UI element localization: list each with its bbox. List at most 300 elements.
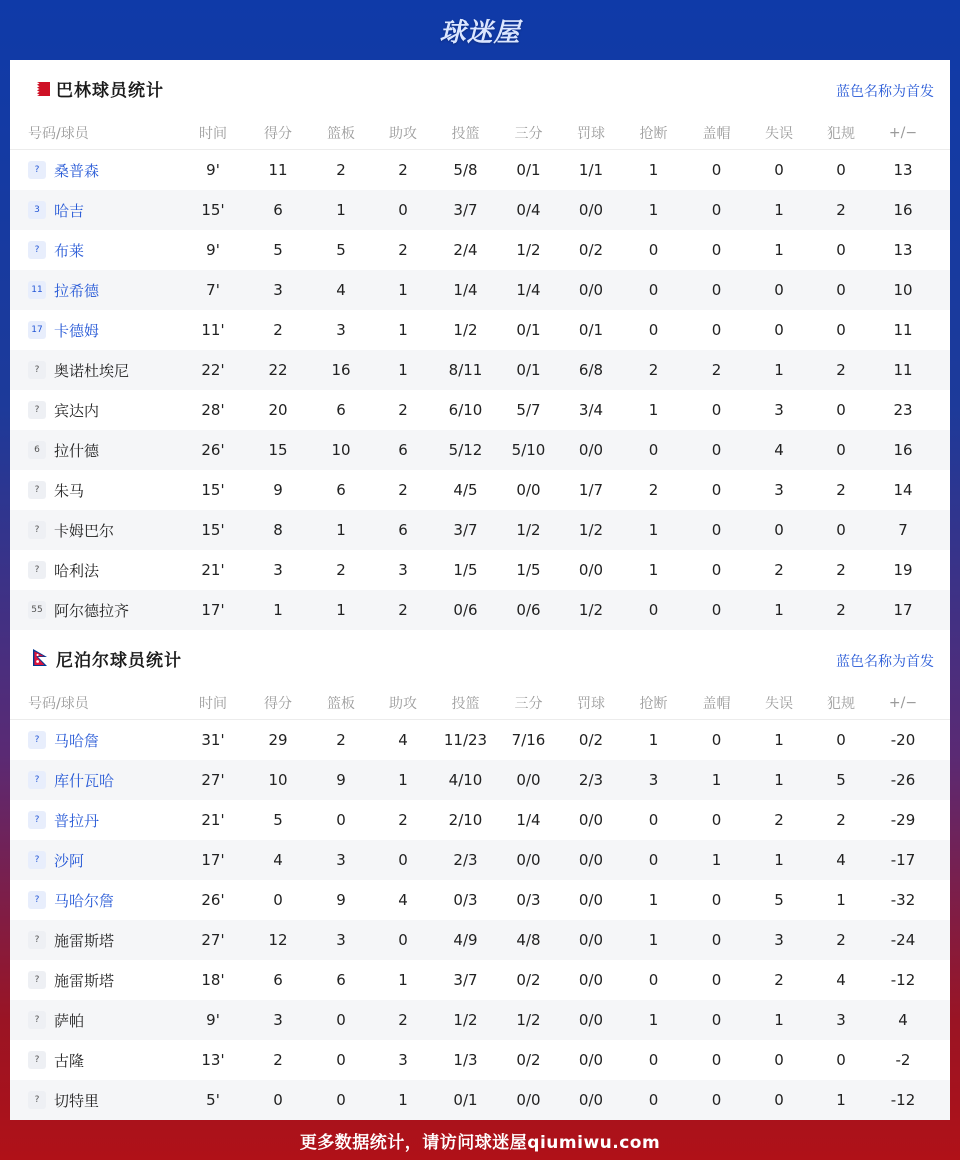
stat-cell: 0/1 xyxy=(453,1091,478,1109)
stat-cell: 0/4 xyxy=(516,201,541,219)
player-row[interactable] xyxy=(10,720,950,760)
stat-cell: 0/6 xyxy=(516,601,541,619)
player-row[interactable] xyxy=(10,920,950,960)
player-row[interactable] xyxy=(10,270,950,310)
stat-cell: 1 xyxy=(336,601,346,619)
stat-cell: 0/0 xyxy=(578,561,604,579)
stat-cell: 11' xyxy=(201,321,225,339)
stat-cell: 0 xyxy=(711,241,722,259)
jersey-number-badge: 11 xyxy=(28,281,46,299)
stat-cell: 1 xyxy=(648,731,659,749)
player-row[interactable] xyxy=(10,840,950,880)
stat-cell: 17' xyxy=(201,851,225,869)
stat-cell: 2 xyxy=(336,731,346,749)
player-row[interactable] xyxy=(10,310,950,350)
stat-cell: 0 xyxy=(648,1091,659,1109)
stat-cell: 0 xyxy=(648,281,659,299)
stat-cell: 1 xyxy=(336,201,346,219)
team-section-bahrain xyxy=(10,60,950,630)
stat-cell: 18' xyxy=(201,971,225,989)
jersey-number-badge: ? xyxy=(28,361,46,379)
player-name[interactable]: 卡德姆 xyxy=(54,321,100,340)
player-row[interactable] xyxy=(10,880,950,920)
stat-cell: 0 xyxy=(711,441,722,459)
stat-cell: 1 xyxy=(398,971,408,989)
section-title: 巴林球员统计 xyxy=(56,81,164,101)
stat-cell: 1/2 xyxy=(516,241,541,259)
stat-cell: 1 xyxy=(398,281,408,299)
stat-cell: 8 xyxy=(273,521,283,539)
stat-cell: 3 xyxy=(273,1011,283,1029)
nepal-flag-icon xyxy=(32,649,50,667)
stat-cell: 1/2 xyxy=(453,1011,478,1029)
stat-cell: 1 xyxy=(398,361,408,379)
stat-cell: 2 xyxy=(648,481,659,499)
stat-cell: 2 xyxy=(836,201,846,219)
stat-cell: 5/10 xyxy=(511,441,546,459)
jersey-number-badge: ? xyxy=(28,811,46,829)
stat-cell: 0 xyxy=(711,1011,722,1029)
player-row[interactable] xyxy=(10,510,950,550)
jersey-number-badge: 17 xyxy=(28,321,46,339)
player-name[interactable]: 哈吉 xyxy=(54,201,85,220)
stat-cell: 3 xyxy=(273,561,283,579)
stat-cell: 1 xyxy=(648,931,659,949)
jersey-number-badge: ? xyxy=(28,521,46,539)
stat-cell: 5 xyxy=(273,241,283,259)
player-name[interactable]: 切特里 xyxy=(54,1091,100,1110)
jersey-number-badge: ? xyxy=(28,161,46,179)
stat-cell: 0/0 xyxy=(578,281,604,299)
column-header: 得分 xyxy=(264,125,292,142)
player-name[interactable]: 奥诺杜埃尼 xyxy=(54,361,130,380)
stat-cell: 1 xyxy=(648,521,659,539)
stat-cell: 5 xyxy=(774,891,784,909)
stat-cell: 2 xyxy=(836,481,846,499)
stat-cell: 5/12 xyxy=(448,441,483,459)
jersey-number-badge: ? xyxy=(28,241,46,259)
stat-cell: 3/7 xyxy=(453,521,478,539)
stat-cell: 2 xyxy=(398,811,408,829)
page-header xyxy=(0,0,960,60)
stat-cell: 1 xyxy=(336,521,346,539)
column-header: 罚球 xyxy=(577,125,605,142)
stat-cell: 0 xyxy=(836,241,846,259)
stat-cell: 7/16 xyxy=(511,731,546,749)
stat-cell: 0 xyxy=(648,971,659,989)
column-header-row xyxy=(10,686,950,720)
stat-cell: 3 xyxy=(398,1051,408,1069)
stat-cell: 6 xyxy=(336,481,346,499)
stat-cell: 6 xyxy=(336,401,346,419)
stat-cell: 0/0 xyxy=(578,1051,604,1069)
stat-cell: 27' xyxy=(201,771,225,789)
player-row[interactable] xyxy=(10,350,950,390)
stat-cell: 1/2 xyxy=(516,521,541,539)
stat-cell: 1 xyxy=(774,771,784,789)
column-header: 时间 xyxy=(199,695,227,712)
stat-cell: 13 xyxy=(893,161,913,179)
stat-cell: 2/3 xyxy=(578,771,604,789)
stat-cell: 0/0 xyxy=(578,971,604,989)
stat-cell: 0 xyxy=(711,931,722,949)
player-row[interactable] xyxy=(10,960,950,1000)
stat-cell: 0/0 xyxy=(578,891,604,909)
section-header xyxy=(10,60,950,116)
stat-cell: 0 xyxy=(648,851,659,869)
stat-cell: 2 xyxy=(774,811,784,829)
stat-cell: 16 xyxy=(893,201,913,219)
stats-panel xyxy=(10,60,950,1120)
stat-cell: 1 xyxy=(648,201,659,219)
stat-cell: 27' xyxy=(201,931,225,949)
stat-cell: 6/8 xyxy=(578,361,604,379)
stat-cell: 15' xyxy=(201,481,225,499)
stat-cell: 5 xyxy=(836,771,846,789)
stat-cell: 1 xyxy=(836,891,846,909)
player-row[interactable] xyxy=(10,1080,950,1120)
player-name[interactable]: 施雷斯塔 xyxy=(54,971,115,990)
stat-cell: 0 xyxy=(711,1091,722,1109)
stat-cell: 6/10 xyxy=(448,401,483,419)
stat-cell: 0 xyxy=(648,321,659,339)
stat-cell: 4 xyxy=(398,891,408,909)
stat-cell: 0/1 xyxy=(516,161,541,179)
player-name[interactable]: 朱马 xyxy=(54,481,85,500)
stat-cell: 2 xyxy=(836,931,846,949)
stat-cell: 1 xyxy=(648,891,659,909)
column-header-player: 号码/球员 xyxy=(28,695,89,712)
stat-cell: 12 xyxy=(268,931,288,949)
stat-cell: 0/0 xyxy=(516,481,541,499)
stat-cell: 2 xyxy=(836,811,846,829)
stat-cell: 0 xyxy=(774,281,784,299)
stat-cell: 1 xyxy=(774,731,784,749)
stat-cell: 0/0 xyxy=(516,771,541,789)
stat-cell: 0 xyxy=(711,281,722,299)
stat-cell: 22' xyxy=(201,361,225,379)
stat-cell: 0/2 xyxy=(516,1051,541,1069)
stat-cell: 1/4 xyxy=(516,281,541,299)
player-name[interactable]: 库什瓦哈 xyxy=(54,771,115,790)
stat-cell: 1/2 xyxy=(453,321,478,339)
player-row[interactable] xyxy=(10,1000,950,1040)
jersey-number-badge: ? xyxy=(28,1091,46,1109)
stat-cell: 2 xyxy=(398,601,408,619)
player-name[interactable]: 哈利法 xyxy=(54,561,100,580)
stat-cell: 1/4 xyxy=(516,811,541,829)
player-row[interactable] xyxy=(10,1040,950,1080)
stat-cell: 0 xyxy=(648,811,659,829)
player-row[interactable] xyxy=(10,760,950,800)
stat-cell: 14 xyxy=(893,481,913,499)
stat-cell: 17 xyxy=(893,601,913,619)
stat-cell: 4/10 xyxy=(448,771,483,789)
player-name[interactable]: 古隆 xyxy=(54,1051,85,1070)
stat-cell: 0/0 xyxy=(578,931,604,949)
footer-link[interactable]: 更多数据统计，请访问球迷屋qiumiwu.com xyxy=(299,1132,661,1153)
stat-cell: 10 xyxy=(268,771,288,789)
stat-cell: 0/3 xyxy=(453,891,478,909)
stat-cell: 1 xyxy=(774,601,784,619)
stat-cell: 1/2 xyxy=(578,521,604,539)
column-header: 时间 xyxy=(199,125,227,142)
stat-cell: -26 xyxy=(890,771,916,789)
stat-cell: 4 xyxy=(836,971,846,989)
player-row[interactable] xyxy=(10,550,950,590)
stat-cell: 9' xyxy=(206,161,220,179)
stat-cell: 11 xyxy=(268,161,288,179)
stat-cell: 1 xyxy=(711,771,722,789)
stat-cell: -24 xyxy=(890,931,916,949)
stat-cell: 0 xyxy=(336,1051,346,1069)
stat-cell: 9' xyxy=(206,1011,220,1029)
stat-cell: -2 xyxy=(895,1051,911,1069)
stat-cell: 6 xyxy=(398,521,408,539)
stat-cell: 2 xyxy=(398,481,408,499)
player-name[interactable]: 布莱 xyxy=(54,241,85,260)
stat-cell: 2 xyxy=(398,161,408,179)
player-row[interactable] xyxy=(10,150,950,190)
column-header: +/− xyxy=(888,694,918,711)
stat-cell: 23 xyxy=(893,401,913,419)
stat-cell: 11/23 xyxy=(443,731,488,749)
stat-cell: 1/1 xyxy=(578,161,604,179)
stat-cell: 0 xyxy=(836,731,846,749)
stat-cell: 9 xyxy=(273,481,283,499)
stat-cell: 0/0 xyxy=(516,1091,541,1109)
stat-cell: 0 xyxy=(648,1051,659,1069)
stat-cell: 0 xyxy=(774,161,784,179)
stat-cell: 2/4 xyxy=(453,241,478,259)
stat-cell: 1 xyxy=(648,161,659,179)
player-name[interactable]: 卡姆巴尔 xyxy=(54,521,115,540)
stat-cell: 0/6 xyxy=(453,601,478,619)
player-name[interactable]: 阿尔德拉齐 xyxy=(54,601,130,620)
player-row[interactable] xyxy=(10,800,950,840)
stat-cell: -32 xyxy=(890,891,916,909)
column-header: 抢断 xyxy=(639,125,668,142)
stat-cell: 1 xyxy=(774,201,784,219)
stat-cell: 0 xyxy=(836,161,846,179)
stat-cell: 0 xyxy=(711,401,722,419)
jersey-number-badge: 3 xyxy=(28,201,46,219)
stat-cell: 3 xyxy=(336,931,346,949)
column-header: 三分 xyxy=(514,125,543,142)
team-section-nepal xyxy=(10,630,950,1120)
jersey-number-badge: ? xyxy=(28,1011,46,1029)
column-header: 得分 xyxy=(264,695,292,712)
stat-cell: 3 xyxy=(273,281,283,299)
stat-cell: 0 xyxy=(711,481,722,499)
stat-cell: -20 xyxy=(890,731,916,749)
column-header: 篮板 xyxy=(327,125,355,142)
stat-cell: 0/3 xyxy=(516,891,541,909)
column-header: 盖帽 xyxy=(702,695,731,712)
stat-cell: 0 xyxy=(711,521,722,539)
player-row[interactable] xyxy=(10,390,950,430)
column-header: 失误 xyxy=(765,125,793,142)
stat-cell: -29 xyxy=(890,811,916,829)
stat-cell: 0/0 xyxy=(578,811,604,829)
stat-cell: 15' xyxy=(201,521,225,539)
column-header: 罚球 xyxy=(577,695,605,712)
stat-cell: 5 xyxy=(273,811,283,829)
stat-cell: 1 xyxy=(711,851,722,869)
player-name[interactable]: 拉希德 xyxy=(54,281,100,300)
stat-cell: 1/5 xyxy=(453,561,478,579)
stat-cell: 6 xyxy=(398,441,408,459)
stat-cell: 5' xyxy=(206,1091,220,1109)
column-header: 三分 xyxy=(514,695,543,712)
stat-cell: 1/5 xyxy=(516,561,541,579)
stat-cell: 0 xyxy=(711,601,722,619)
jersey-number-badge: ? xyxy=(28,851,46,869)
stat-cell: 2 xyxy=(398,1011,408,1029)
stat-cell: 19 xyxy=(893,561,913,579)
stat-cell: 0 xyxy=(648,601,659,619)
stat-cell: 2 xyxy=(774,971,784,989)
player-name[interactable]: 拉什德 xyxy=(54,441,100,460)
player-name[interactable]: 沙阿 xyxy=(54,851,85,870)
column-header: 助攻 xyxy=(389,125,417,142)
stat-cell: 1 xyxy=(648,401,659,419)
stat-cell: 3/7 xyxy=(453,201,478,219)
stat-cell: 7' xyxy=(206,281,220,299)
stat-cell: 0 xyxy=(398,851,408,869)
stat-cell: 0 xyxy=(336,811,346,829)
player-row[interactable] xyxy=(10,190,950,230)
stat-cell: 2 xyxy=(336,561,346,579)
stat-cell: 2 xyxy=(648,361,659,379)
column-header: 抢断 xyxy=(639,695,668,712)
player-name[interactable]: 马哈詹 xyxy=(54,731,100,750)
stat-cell: 4 xyxy=(273,851,283,869)
stat-cell: 4 xyxy=(774,441,784,459)
player-row[interactable] xyxy=(10,230,950,270)
stat-cell: 0/0 xyxy=(578,1011,604,1029)
stat-cell: 0 xyxy=(774,1051,784,1069)
stat-cell: 3/4 xyxy=(578,401,604,419)
stat-cell: 0 xyxy=(336,1091,346,1109)
stat-cell: 9' xyxy=(206,241,220,259)
column-header: 助攻 xyxy=(389,695,417,712)
stat-cell: 1/2 xyxy=(578,601,604,619)
stat-cell: 0 xyxy=(774,1091,784,1109)
jersey-number-badge: ? xyxy=(28,561,46,579)
stat-cell: 1 xyxy=(648,561,659,579)
stat-cell: 1/4 xyxy=(453,281,478,299)
stat-cell: 0 xyxy=(836,401,846,419)
stat-cell: 1/2 xyxy=(516,1011,541,1029)
stat-cell: 3 xyxy=(774,931,784,949)
column-header: 失误 xyxy=(765,695,793,712)
player-name[interactable]: 萨帕 xyxy=(54,1011,85,1030)
jersey-number-badge: ? xyxy=(28,481,46,499)
stat-cell: 0 xyxy=(648,241,659,259)
stat-cell: 22 xyxy=(268,361,288,379)
footer-banner[interactable] xyxy=(0,1120,960,1160)
stat-cell: 0/0 xyxy=(578,441,604,459)
stat-cell: 0 xyxy=(836,321,846,339)
column-header: 投篮 xyxy=(451,695,480,712)
stat-cell: 0 xyxy=(711,731,722,749)
stat-cell: 1 xyxy=(774,361,784,379)
stat-cell: 4/8 xyxy=(516,931,541,949)
jersey-number-badge: ? xyxy=(28,931,46,949)
stat-cell: 0 xyxy=(336,1011,346,1029)
stat-cell: 0 xyxy=(711,811,722,829)
stat-cell: -12 xyxy=(890,971,916,989)
stat-cell: 2 xyxy=(774,561,784,579)
stat-cell: 6 xyxy=(336,971,346,989)
stat-cell: -17 xyxy=(890,851,916,869)
player-name[interactable]: 宾达内 xyxy=(54,401,100,420)
stat-cell: 1/3 xyxy=(453,1051,478,1069)
section-title: 尼泊尔球员统计 xyxy=(56,651,182,671)
stat-cell: 1 xyxy=(398,771,408,789)
column-header: 犯规 xyxy=(827,695,855,712)
stat-cell: 0 xyxy=(711,1051,722,1069)
stat-cell: 5 xyxy=(336,241,346,259)
player-name[interactable]: 施雷斯塔 xyxy=(54,931,115,950)
stat-cell: 9 xyxy=(336,771,346,789)
player-name[interactable]: 普拉丹 xyxy=(54,811,100,830)
player-name[interactable]: 马哈尔詹 xyxy=(54,891,115,910)
stat-cell: 3 xyxy=(774,481,784,499)
stat-cell: 0 xyxy=(836,1051,846,1069)
stat-cell: 2 xyxy=(836,601,846,619)
stat-cell: 13 xyxy=(893,241,913,259)
stat-cell: 0 xyxy=(711,971,722,989)
stat-cell: 4 xyxy=(398,731,408,749)
stat-cell: 0/2 xyxy=(516,971,541,989)
stat-cell: 0/0 xyxy=(578,201,604,219)
stat-cell: 16 xyxy=(331,361,351,379)
column-header: 犯规 xyxy=(827,125,855,142)
stat-cell: 28' xyxy=(201,401,225,419)
stat-cell: 2/10 xyxy=(448,811,483,829)
stat-cell: 6 xyxy=(273,201,283,219)
stat-cell: 1 xyxy=(273,601,283,619)
column-header: 篮板 xyxy=(327,695,355,712)
stat-cell: 4 xyxy=(836,851,846,869)
player-row[interactable] xyxy=(10,590,950,630)
stat-cell: -12 xyxy=(890,1091,916,1109)
jersey-number-badge: ? xyxy=(28,771,46,789)
stat-cell: 0/1 xyxy=(578,321,604,339)
player-name[interactable]: 桑普森 xyxy=(54,161,100,180)
player-row[interactable] xyxy=(10,430,950,470)
stat-cell: 31' xyxy=(201,731,225,749)
player-row[interactable] xyxy=(10,470,950,510)
stat-cell: 1 xyxy=(398,321,408,339)
stat-cell: 11 xyxy=(893,361,913,379)
stat-cell: 2 xyxy=(398,401,408,419)
stat-cell: 21' xyxy=(201,811,225,829)
stat-cell: 4 xyxy=(336,281,346,299)
stat-cell: 0 xyxy=(273,891,283,909)
stat-cell: 1 xyxy=(648,1011,659,1029)
jersey-number-badge: ? xyxy=(28,971,46,989)
starter-legend-note: 蓝色名称为首发 xyxy=(836,84,934,100)
stat-cell: 6 xyxy=(273,971,283,989)
stat-cell: 0/0 xyxy=(516,851,541,869)
stat-cell: 0 xyxy=(836,521,846,539)
stat-cell: 0/2 xyxy=(578,731,604,749)
stat-cell: 11 xyxy=(893,321,913,339)
stat-cell: 1 xyxy=(398,1091,408,1109)
